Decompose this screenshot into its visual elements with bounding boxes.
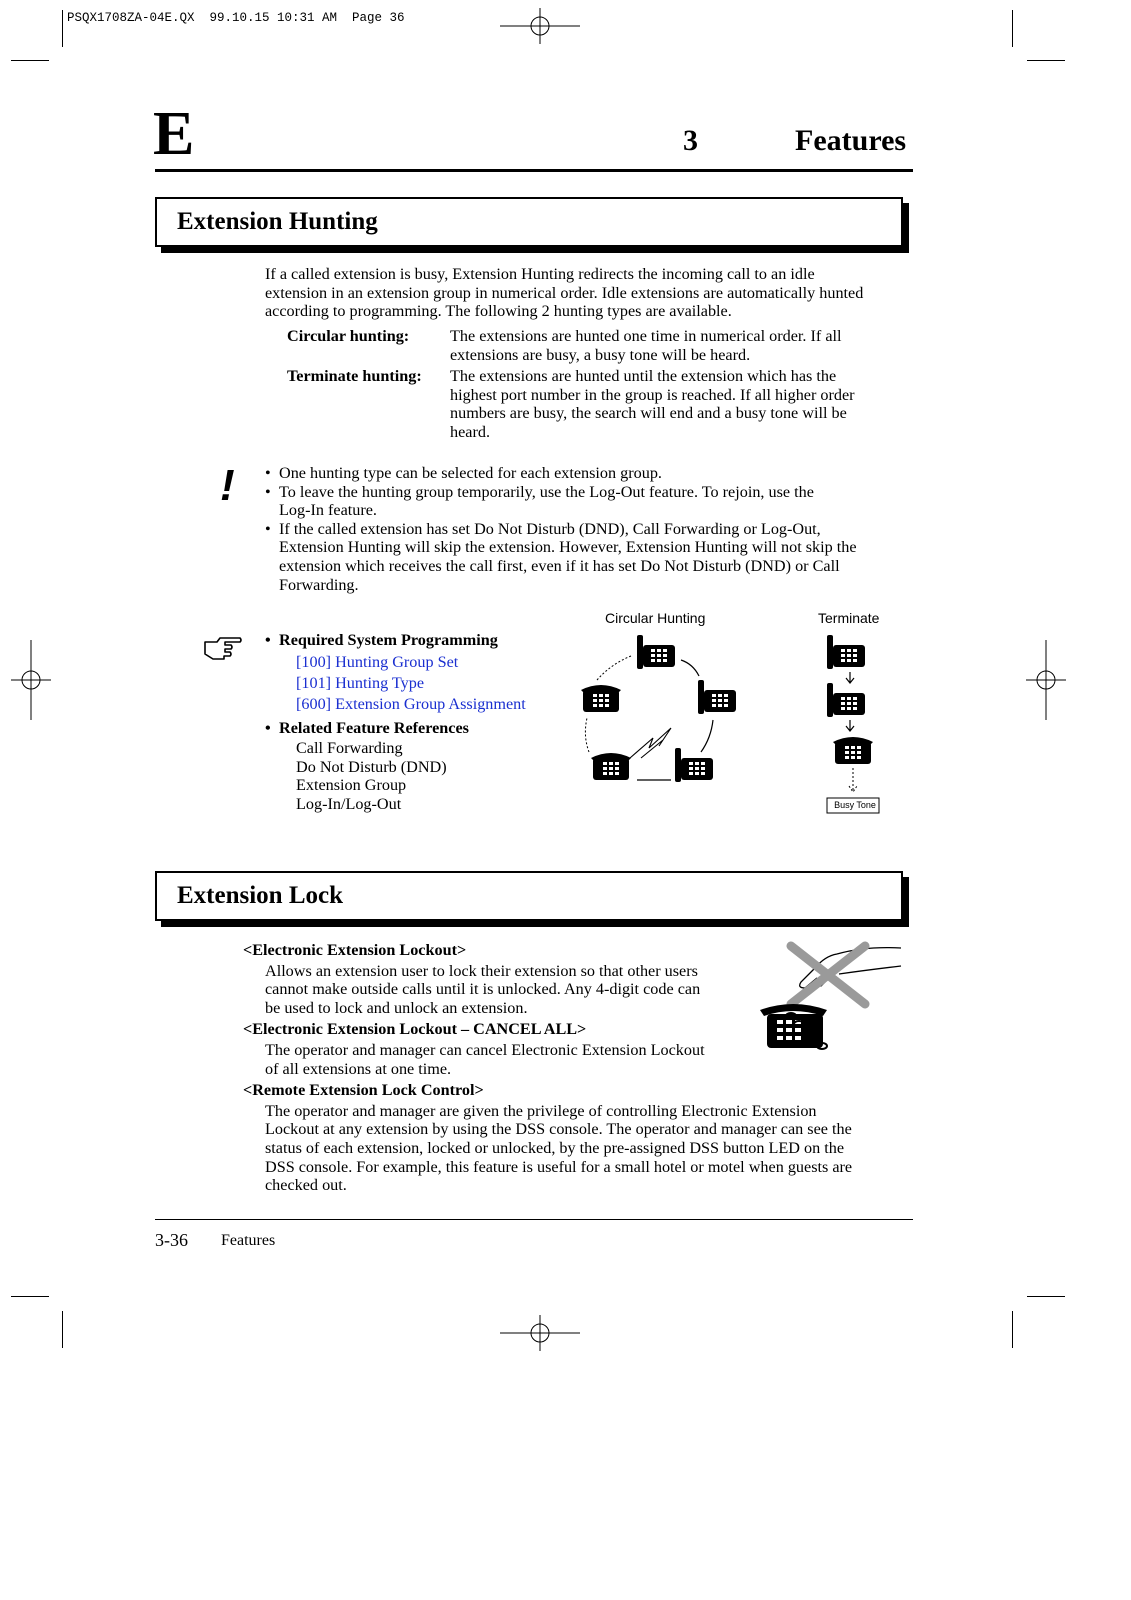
hunting-diagram (575, 630, 905, 815)
references-block (265, 631, 565, 814)
warning-icon: ! (220, 461, 235, 510)
lock-title: Extension Lock (177, 882, 344, 909)
lock-content: <Electronic Extension Lockout> Allows an extension user to lock their extension so that other users cannot make outside calls until it is unlocked. Any 4-digit code can be used to lock and unlock an extension. <Electronic Extension Lockout – CANCEL ALL> The operator and manager can cancel Electronic Extension Lockout of all extensions at one time. <Remote Extension Lock Control> The operator and manager are given the privilege of controlling Electronic Extension Lockout at any extension by using the DSS console. The operator and manager can see the status of each extension, locked or unlocked, by the pre-assigned DSS button LED on the DSS console. For example, this feature is useful for a small hotel or motel when guests are checked out. (243, 941, 913, 1195)
footer-rule (155, 1219, 913, 1220)
terminate-hunting-desc: The extensions are hunted until the extension which has the highest port number in the group is reached. If all higher order numbers are busy, the search will end and a busy tone will be heard. (450, 367, 855, 441)
note-item: • If the called extension has set Do Not Disturb (DND), Call Forwarding or Log-Out, Extension Hunting will skip the extension. However, Extension Hunting will not skip the extension which receives the call first, even if it has set Do Not Disturb (DND) or Call Forwarding. (265, 520, 915, 594)
phone-icon (675, 748, 713, 782)
link-hunting-group-set[interactable]: [100] Hunting Group Set (296, 652, 459, 671)
hunting-title: Extension Hunting (177, 208, 378, 235)
hunting-intro: If a called extension is busy, Extension Hunting redirects the incoming call to an idle extension in an extension group in numerical order. Idle extensions are automatically hunted according to programming. The following 2 hunting types are available. (265, 265, 864, 321)
related-item: Do Not Disturb (DND) (296, 757, 447, 776)
link-hunting-type[interactable]: [101] Hunting Type (296, 673, 425, 692)
terminate-label-fig: Terminate (818, 610, 880, 626)
phone-icon (827, 635, 865, 669)
registration-mark-left (11, 640, 51, 720)
pointing-hand-icon (203, 634, 243, 662)
hunting-section-header (155, 197, 903, 247)
section-letter: E (153, 100, 195, 168)
circular-hunting-label: Circular hunting: (287, 327, 410, 345)
hunting-notes (265, 464, 915, 594)
related-item: Call Forwarding (296, 739, 403, 758)
phone-icon (581, 685, 621, 712)
terminate-hunting-label: Terminate hunting: (287, 367, 422, 385)
chapter-number: 3 (683, 124, 698, 157)
registration-mark-right (1026, 640, 1066, 720)
remote-lock-heading: <Remote Extension Lock Control> (243, 1081, 484, 1100)
phone-icon (827, 683, 865, 717)
lock-section-header (155, 871, 903, 921)
phone-icon (698, 680, 736, 714)
programming-heading: • Required System Programming (265, 631, 565, 650)
phone-icon (833, 737, 873, 764)
link-extension-group-assignment[interactable]: [600] Extension Group Assignment (296, 694, 526, 713)
phone-icon (760, 1004, 827, 1048)
note-item: • One hunting type can be selected for each extension group. (265, 464, 915, 483)
page-number: 3-36 (155, 1230, 188, 1250)
lockout-heading: <Electronic Extension Lockout> (243, 941, 467, 959)
locked-phone-illustration (755, 940, 905, 1055)
circular-hunting-desc: The extensions are hunted one time in numerical order. If all extensions are busy, a busy tone will be heard. (450, 327, 842, 364)
header-rule (155, 169, 913, 172)
note-item: • To leave the hunting group temporarily, use the Log-Out feature. To rejoin, use the Log-In feature. (265, 483, 915, 520)
phone-icon (637, 635, 675, 669)
registration-mark-bottom (500, 1315, 580, 1351)
registration-mark-top (500, 8, 580, 44)
related-item: Log-In/Log-Out (296, 794, 402, 813)
chapter-title: Features (795, 124, 907, 157)
related-item: Extension Group (296, 776, 407, 795)
cancel-all-heading: <Electronic Extension Lockout – CANCEL ALL> (243, 1020, 587, 1039)
phone-icon (591, 753, 631, 780)
print-slug: PSQX1708ZA-04E.QX 99.10.15 10:31 AM Page 36 (67, 11, 405, 25)
related-heading: • Related Feature References (265, 719, 565, 738)
footer-section: Features (221, 1232, 276, 1249)
circular-hunting-label-fig: Circular Hunting (605, 610, 706, 626)
busy-tone-label: Busy Tone (834, 800, 876, 810)
